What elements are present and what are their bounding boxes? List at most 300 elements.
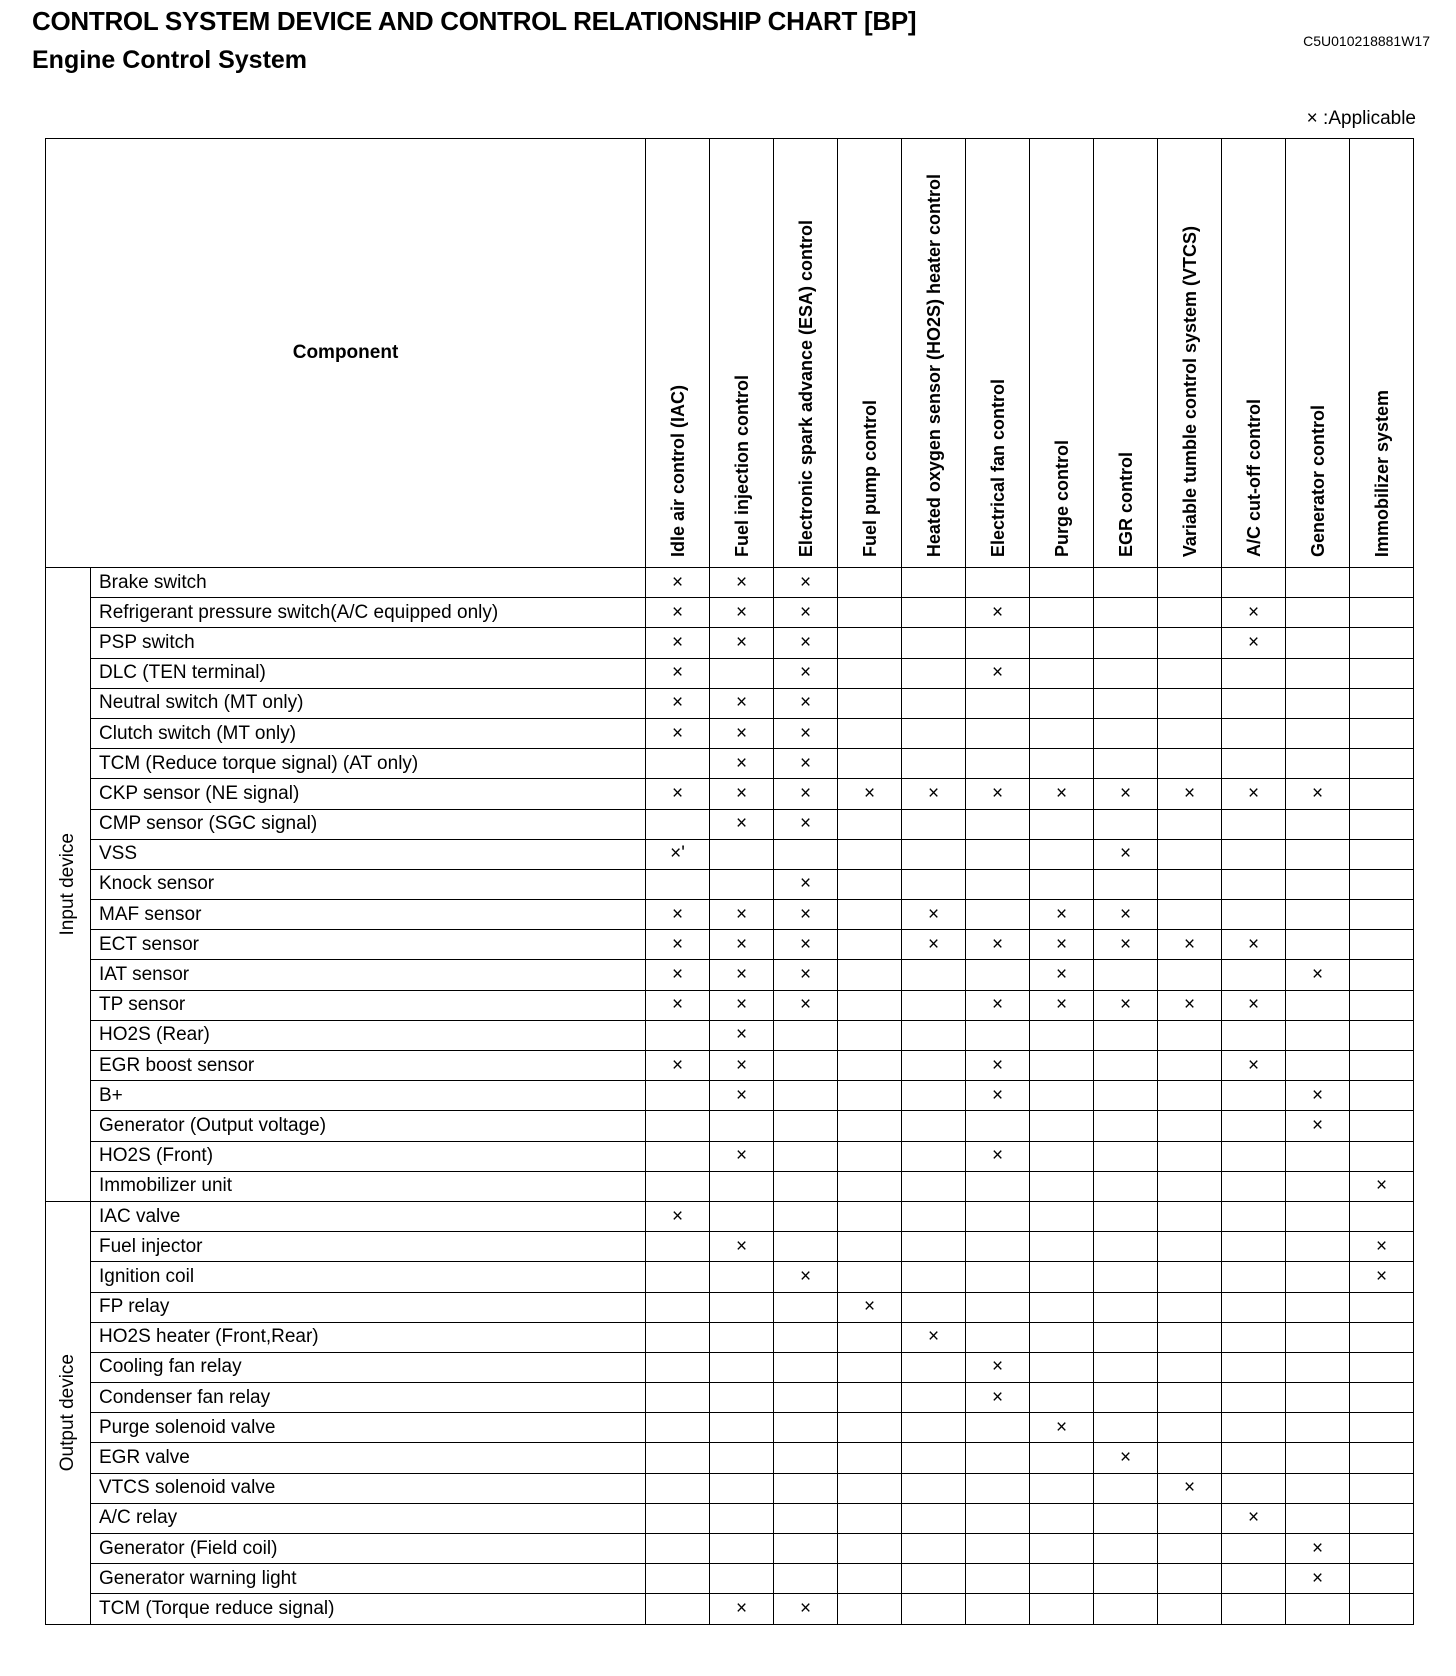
applicable-mark bbox=[1094, 809, 1158, 839]
applicable-mark: × bbox=[1222, 990, 1286, 1020]
applicable-mark bbox=[1222, 1564, 1286, 1594]
document-code: C5U010218881W17 bbox=[1303, 33, 1430, 49]
applicable-mark: × bbox=[1158, 779, 1222, 809]
component-name: CMP sensor (SGC signal) bbox=[91, 809, 646, 839]
applicable-mark bbox=[902, 1171, 966, 1201]
table-row bbox=[46, 628, 1414, 658]
applicable-mark bbox=[838, 839, 902, 869]
applicable-mark bbox=[1094, 1534, 1158, 1564]
applicable-mark bbox=[710, 1201, 774, 1231]
table-row bbox=[46, 1564, 1414, 1594]
applicable-mark: × bbox=[710, 1232, 774, 1262]
applicable-mark bbox=[1350, 568, 1414, 598]
applicable-mark bbox=[1158, 1081, 1222, 1111]
applicable-mark: × bbox=[774, 930, 838, 960]
table-row bbox=[46, 718, 1414, 748]
applicable-mark bbox=[902, 749, 966, 779]
applicable-mark bbox=[838, 1413, 902, 1443]
column-header-label: EGR control bbox=[1115, 451, 1136, 557]
applicable-mark bbox=[966, 1413, 1030, 1443]
applicable-mark bbox=[1030, 568, 1094, 598]
applicable-mark: × bbox=[710, 779, 774, 809]
applicable-mark bbox=[1286, 1352, 1350, 1382]
applicable-mark bbox=[1286, 658, 1350, 688]
applicable-mark bbox=[1286, 839, 1350, 869]
applicable-mark: ×' bbox=[646, 839, 710, 869]
applicable-mark bbox=[774, 1111, 838, 1141]
applicable-mark bbox=[774, 1292, 838, 1322]
applicable-mark bbox=[902, 1292, 966, 1322]
applicable-mark bbox=[710, 1262, 774, 1292]
applicable-mark bbox=[902, 990, 966, 1020]
applicable-mark bbox=[1158, 809, 1222, 839]
applicable-mark bbox=[1030, 809, 1094, 839]
table-row bbox=[46, 1292, 1414, 1322]
applicable-mark bbox=[1286, 869, 1350, 899]
applicable-mark bbox=[1350, 1292, 1414, 1322]
applicable-mark bbox=[710, 1383, 774, 1413]
applicable-mark: × bbox=[710, 688, 774, 718]
applicable-mark bbox=[966, 1503, 1030, 1533]
applicable-mark bbox=[1094, 1352, 1158, 1382]
applicable-mark bbox=[1158, 1594, 1222, 1624]
legend: × :Applicable bbox=[1306, 108, 1416, 129]
applicable-mark bbox=[1094, 1503, 1158, 1533]
applicable-mark bbox=[902, 1262, 966, 1292]
applicable-mark bbox=[966, 1232, 1030, 1262]
applicable-mark bbox=[1158, 1262, 1222, 1292]
applicable-mark bbox=[966, 1262, 1030, 1292]
applicable-mark: × bbox=[774, 990, 838, 1020]
applicable-mark bbox=[1094, 1292, 1158, 1322]
applicable-mark bbox=[774, 1503, 838, 1533]
applicable-mark bbox=[1030, 1262, 1094, 1292]
table-row bbox=[46, 779, 1414, 809]
applicable-mark bbox=[1350, 869, 1414, 899]
applicable-mark: × bbox=[966, 1051, 1030, 1081]
applicable-mark bbox=[902, 1413, 966, 1443]
applicable-mark bbox=[710, 869, 774, 899]
applicable-mark bbox=[1094, 1594, 1158, 1624]
applicable-mark bbox=[1094, 1383, 1158, 1413]
applicable-mark bbox=[1286, 809, 1350, 839]
applicable-mark bbox=[838, 1111, 902, 1141]
applicable-mark: × bbox=[1030, 900, 1094, 930]
applicable-mark bbox=[646, 1081, 710, 1111]
applicable-mark bbox=[1222, 1020, 1286, 1050]
table-row bbox=[46, 1081, 1414, 1111]
applicable-mark: × bbox=[646, 779, 710, 809]
applicable-mark bbox=[1350, 990, 1414, 1020]
applicable-mark bbox=[1286, 930, 1350, 960]
applicable-mark bbox=[1094, 658, 1158, 688]
table-row bbox=[46, 1232, 1414, 1262]
group-label: Output device bbox=[57, 1354, 78, 1472]
applicable-mark bbox=[1158, 658, 1222, 688]
applicable-mark bbox=[1286, 749, 1350, 779]
component-name: Immobilizer unit bbox=[91, 1171, 646, 1201]
applicable-mark: × bbox=[646, 718, 710, 748]
applicable-mark: × bbox=[1286, 1111, 1350, 1141]
applicable-mark bbox=[1286, 900, 1350, 930]
column-header bbox=[966, 139, 1030, 568]
applicable-mark bbox=[966, 1564, 1030, 1594]
applicable-mark bbox=[646, 1141, 710, 1171]
applicable-mark bbox=[966, 839, 1030, 869]
applicable-mark bbox=[1030, 839, 1094, 869]
applicable-mark bbox=[1222, 900, 1286, 930]
applicable-mark bbox=[1350, 839, 1414, 869]
applicable-mark bbox=[1350, 1383, 1414, 1413]
applicable-mark bbox=[1094, 749, 1158, 779]
applicable-mark bbox=[1222, 1141, 1286, 1171]
applicable-mark bbox=[1350, 1564, 1414, 1594]
table-row bbox=[46, 1443, 1414, 1473]
applicable-mark: × bbox=[710, 809, 774, 839]
applicable-mark: × bbox=[646, 990, 710, 1020]
applicable-mark bbox=[838, 1262, 902, 1292]
applicable-mark: × bbox=[710, 900, 774, 930]
applicable-mark bbox=[838, 1383, 902, 1413]
applicable-mark bbox=[1222, 1322, 1286, 1352]
applicable-mark: × bbox=[1030, 779, 1094, 809]
applicable-mark bbox=[838, 688, 902, 718]
applicable-mark bbox=[774, 1201, 838, 1231]
applicable-mark: × bbox=[1094, 779, 1158, 809]
applicable-mark bbox=[1094, 1051, 1158, 1081]
applicable-mark bbox=[1222, 718, 1286, 748]
applicable-mark bbox=[774, 1383, 838, 1413]
applicable-mark bbox=[1094, 628, 1158, 658]
applicable-mark bbox=[1094, 718, 1158, 748]
table-row bbox=[46, 1503, 1414, 1533]
component-name: TCM (Torque reduce signal) bbox=[91, 1594, 646, 1624]
applicable-mark bbox=[1222, 688, 1286, 718]
applicable-mark bbox=[838, 990, 902, 1020]
applicable-mark bbox=[1158, 1111, 1222, 1141]
table-row bbox=[46, 568, 1414, 598]
applicable-mark bbox=[838, 1051, 902, 1081]
applicable-mark: × bbox=[966, 1081, 1030, 1111]
applicable-mark bbox=[1094, 1171, 1158, 1201]
applicable-mark bbox=[1030, 1534, 1094, 1564]
applicable-mark bbox=[902, 628, 966, 658]
applicable-mark bbox=[710, 1443, 774, 1473]
column-header bbox=[1286, 139, 1350, 568]
component-name: Fuel injector bbox=[91, 1232, 646, 1262]
applicable-mark bbox=[1094, 1141, 1158, 1171]
column-header bbox=[1094, 139, 1158, 568]
applicable-mark bbox=[1286, 1594, 1350, 1624]
header-row bbox=[46, 139, 1414, 568]
applicable-mark bbox=[1222, 658, 1286, 688]
applicable-mark bbox=[1158, 1201, 1222, 1231]
applicable-mark bbox=[774, 1020, 838, 1050]
applicable-mark bbox=[1158, 1020, 1222, 1050]
table-row bbox=[46, 869, 1414, 899]
applicable-mark: × bbox=[902, 900, 966, 930]
applicable-mark bbox=[1158, 1171, 1222, 1201]
component-name: Generator warning light bbox=[91, 1564, 646, 1594]
applicable-mark bbox=[1350, 1352, 1414, 1382]
applicable-mark bbox=[1094, 598, 1158, 628]
applicable-mark bbox=[1094, 1322, 1158, 1352]
applicable-mark bbox=[838, 1473, 902, 1503]
applicable-mark bbox=[774, 1322, 838, 1352]
applicable-mark bbox=[966, 1594, 1030, 1624]
table-row bbox=[46, 1262, 1414, 1292]
applicable-mark bbox=[1158, 839, 1222, 869]
applicable-mark bbox=[710, 1352, 774, 1382]
applicable-mark bbox=[1030, 628, 1094, 658]
applicable-mark: × bbox=[1286, 960, 1350, 990]
applicable-mark: × bbox=[646, 568, 710, 598]
applicable-mark bbox=[1030, 658, 1094, 688]
applicable-mark bbox=[646, 1171, 710, 1201]
applicable-mark bbox=[1222, 1262, 1286, 1292]
applicable-mark bbox=[1158, 718, 1222, 748]
component-name: CKP sensor (NE signal) bbox=[91, 779, 646, 809]
applicable-mark bbox=[1030, 1201, 1094, 1231]
applicable-mark bbox=[1286, 628, 1350, 658]
applicable-mark: × bbox=[774, 1262, 838, 1292]
applicable-mark bbox=[1350, 688, 1414, 718]
applicable-mark bbox=[966, 718, 1030, 748]
table-row bbox=[46, 1594, 1414, 1624]
applicable-mark: × bbox=[1158, 930, 1222, 960]
applicable-mark bbox=[1030, 688, 1094, 718]
applicable-mark bbox=[1350, 960, 1414, 990]
column-header-label: Electrical fan control bbox=[987, 378, 1008, 557]
applicable-mark bbox=[646, 1413, 710, 1443]
applicable-mark: × bbox=[1030, 990, 1094, 1020]
applicable-mark: × bbox=[838, 779, 902, 809]
applicable-mark bbox=[1158, 1352, 1222, 1382]
applicable-mark bbox=[1222, 1383, 1286, 1413]
applicable-mark: × bbox=[966, 990, 1030, 1020]
group-label-cell bbox=[46, 1201, 91, 1624]
applicable-mark bbox=[1030, 1292, 1094, 1322]
applicable-mark bbox=[902, 809, 966, 839]
applicable-mark bbox=[966, 1534, 1030, 1564]
applicable-mark bbox=[1094, 688, 1158, 718]
applicable-mark bbox=[902, 839, 966, 869]
table-row bbox=[46, 900, 1414, 930]
applicable-mark bbox=[710, 1171, 774, 1201]
applicable-mark bbox=[838, 1352, 902, 1382]
applicable-mark bbox=[1158, 1141, 1222, 1171]
applicable-mark bbox=[1286, 1443, 1350, 1473]
applicable-mark: × bbox=[710, 1020, 774, 1050]
applicable-mark bbox=[1286, 1171, 1350, 1201]
applicable-mark bbox=[902, 1383, 966, 1413]
applicable-mark bbox=[902, 1051, 966, 1081]
applicable-mark bbox=[966, 1443, 1030, 1473]
applicable-mark bbox=[1286, 1292, 1350, 1322]
component-name: IAT sensor bbox=[91, 960, 646, 990]
applicable-mark: × bbox=[774, 598, 838, 628]
table-row bbox=[46, 598, 1414, 628]
applicable-mark bbox=[1094, 869, 1158, 899]
applicable-mark bbox=[774, 1081, 838, 1111]
table-row bbox=[46, 1020, 1414, 1050]
applicable-mark bbox=[1030, 1232, 1094, 1262]
applicable-mark: × bbox=[966, 1141, 1030, 1171]
applicable-mark bbox=[902, 1503, 966, 1533]
table-row bbox=[46, 960, 1414, 990]
applicable-mark: × bbox=[1094, 930, 1158, 960]
applicable-mark bbox=[1030, 1383, 1094, 1413]
applicable-mark bbox=[774, 1232, 838, 1262]
applicable-mark bbox=[1222, 749, 1286, 779]
applicable-mark bbox=[902, 1594, 966, 1624]
applicable-mark: × bbox=[710, 628, 774, 658]
applicable-mark: × bbox=[1286, 1081, 1350, 1111]
column-header bbox=[838, 139, 902, 568]
applicable-mark bbox=[1030, 1322, 1094, 1352]
applicable-mark bbox=[1030, 1594, 1094, 1624]
applicable-mark bbox=[838, 749, 902, 779]
applicable-mark bbox=[774, 1051, 838, 1081]
applicable-mark bbox=[1286, 688, 1350, 718]
applicable-mark bbox=[902, 1232, 966, 1262]
column-header-label: Electronic spark advance (ESA) control bbox=[795, 219, 816, 557]
applicable-mark bbox=[1222, 1232, 1286, 1262]
applicable-mark bbox=[1286, 718, 1350, 748]
applicable-mark bbox=[838, 1564, 902, 1594]
applicable-mark bbox=[1030, 869, 1094, 899]
applicable-mark bbox=[1030, 1020, 1094, 1050]
component-name: HO2S heater (Front,Rear) bbox=[91, 1322, 646, 1352]
applicable-mark: × bbox=[710, 930, 774, 960]
applicable-mark bbox=[774, 1141, 838, 1171]
page-title: CONTROL SYSTEM DEVICE AND CONTROL RELATIONSHIP CHART [BP] bbox=[32, 6, 917, 36]
applicable-mark bbox=[902, 1081, 966, 1111]
applicable-mark bbox=[1350, 1503, 1414, 1533]
applicable-mark bbox=[838, 1020, 902, 1050]
applicable-mark bbox=[902, 718, 966, 748]
applicable-mark bbox=[1030, 598, 1094, 628]
applicable-mark bbox=[1350, 1020, 1414, 1050]
applicable-mark: × bbox=[1158, 1473, 1222, 1503]
applicable-mark: × bbox=[774, 900, 838, 930]
applicable-mark bbox=[902, 688, 966, 718]
component-name: ECT sensor bbox=[91, 930, 646, 960]
table-row bbox=[46, 1413, 1414, 1443]
applicable-mark: × bbox=[966, 658, 1030, 688]
column-header bbox=[1222, 139, 1286, 568]
applicable-mark bbox=[966, 960, 1030, 990]
applicable-mark: × bbox=[710, 1141, 774, 1171]
applicable-mark bbox=[646, 1443, 710, 1473]
applicable-mark bbox=[1158, 1413, 1222, 1443]
column-header-label: Idle air control (IAC) bbox=[667, 384, 688, 557]
applicable-mark bbox=[1350, 749, 1414, 779]
applicable-mark bbox=[1030, 1111, 1094, 1141]
applicable-mark bbox=[966, 568, 1030, 598]
applicable-mark: × bbox=[774, 658, 838, 688]
applicable-mark bbox=[710, 1503, 774, 1533]
applicable-mark bbox=[1222, 809, 1286, 839]
applicable-mark bbox=[1030, 718, 1094, 748]
applicable-mark bbox=[1158, 1564, 1222, 1594]
applicable-mark bbox=[1158, 1443, 1222, 1473]
applicable-mark bbox=[710, 658, 774, 688]
component-name: DLC (TEN terminal) bbox=[91, 658, 646, 688]
applicable-mark bbox=[646, 1564, 710, 1594]
column-header-label: Immobilizer system bbox=[1371, 389, 1392, 557]
component-header: Component bbox=[46, 139, 646, 568]
applicable-mark bbox=[774, 1171, 838, 1201]
applicable-mark bbox=[902, 1564, 966, 1594]
applicable-mark bbox=[966, 1201, 1030, 1231]
component-name: EGR boost sensor bbox=[91, 1051, 646, 1081]
applicable-mark bbox=[838, 568, 902, 598]
applicable-mark bbox=[1286, 990, 1350, 1020]
applicable-mark bbox=[1158, 749, 1222, 779]
applicable-mark bbox=[1158, 568, 1222, 598]
applicable-mark bbox=[966, 1111, 1030, 1141]
component-name: HO2S (Front) bbox=[91, 1141, 646, 1171]
applicable-mark: × bbox=[1350, 1171, 1414, 1201]
applicable-mark: × bbox=[646, 1201, 710, 1231]
applicable-mark bbox=[1222, 1201, 1286, 1231]
column-header bbox=[710, 139, 774, 568]
relationship-table bbox=[45, 138, 1414, 1625]
applicable-mark bbox=[902, 869, 966, 899]
applicable-mark bbox=[1286, 1503, 1350, 1533]
applicable-mark: × bbox=[646, 688, 710, 718]
applicable-mark bbox=[902, 1473, 966, 1503]
applicable-mark: × bbox=[774, 960, 838, 990]
applicable-mark bbox=[966, 628, 1030, 658]
applicable-mark bbox=[1222, 869, 1286, 899]
applicable-mark bbox=[1286, 1322, 1350, 1352]
table-row bbox=[46, 658, 1414, 688]
applicable-mark bbox=[1030, 1564, 1094, 1594]
group-label-cell bbox=[46, 568, 91, 1202]
applicable-mark: × bbox=[710, 1051, 774, 1081]
component-name: Knock sensor bbox=[91, 869, 646, 899]
applicable-mark: × bbox=[966, 1352, 1030, 1382]
applicable-mark bbox=[1094, 960, 1158, 990]
applicable-mark: × bbox=[966, 930, 1030, 960]
component-name: Condenser fan relay bbox=[91, 1383, 646, 1413]
applicable-mark: × bbox=[1350, 1232, 1414, 1262]
applicable-mark bbox=[902, 658, 966, 688]
applicable-mark bbox=[966, 1322, 1030, 1352]
applicable-mark bbox=[646, 1503, 710, 1533]
applicable-mark bbox=[774, 839, 838, 869]
applicable-mark bbox=[838, 900, 902, 930]
component-name: EGR valve bbox=[91, 1443, 646, 1473]
applicable-mark: × bbox=[1094, 990, 1158, 1020]
applicable-mark bbox=[902, 598, 966, 628]
applicable-mark bbox=[1094, 1564, 1158, 1594]
applicable-mark: × bbox=[1222, 628, 1286, 658]
applicable-mark bbox=[1222, 1352, 1286, 1382]
column-header-label: Variable tumble control system (VTCS) bbox=[1179, 225, 1200, 557]
applicable-mark: × bbox=[966, 1383, 1030, 1413]
applicable-mark bbox=[1158, 869, 1222, 899]
applicable-mark bbox=[646, 1383, 710, 1413]
applicable-mark bbox=[774, 1413, 838, 1443]
applicable-mark: × bbox=[966, 779, 1030, 809]
component-name: HO2S (Rear) bbox=[91, 1020, 646, 1050]
applicable-mark bbox=[838, 960, 902, 990]
applicable-mark: × bbox=[774, 749, 838, 779]
table-row bbox=[46, 839, 1414, 869]
